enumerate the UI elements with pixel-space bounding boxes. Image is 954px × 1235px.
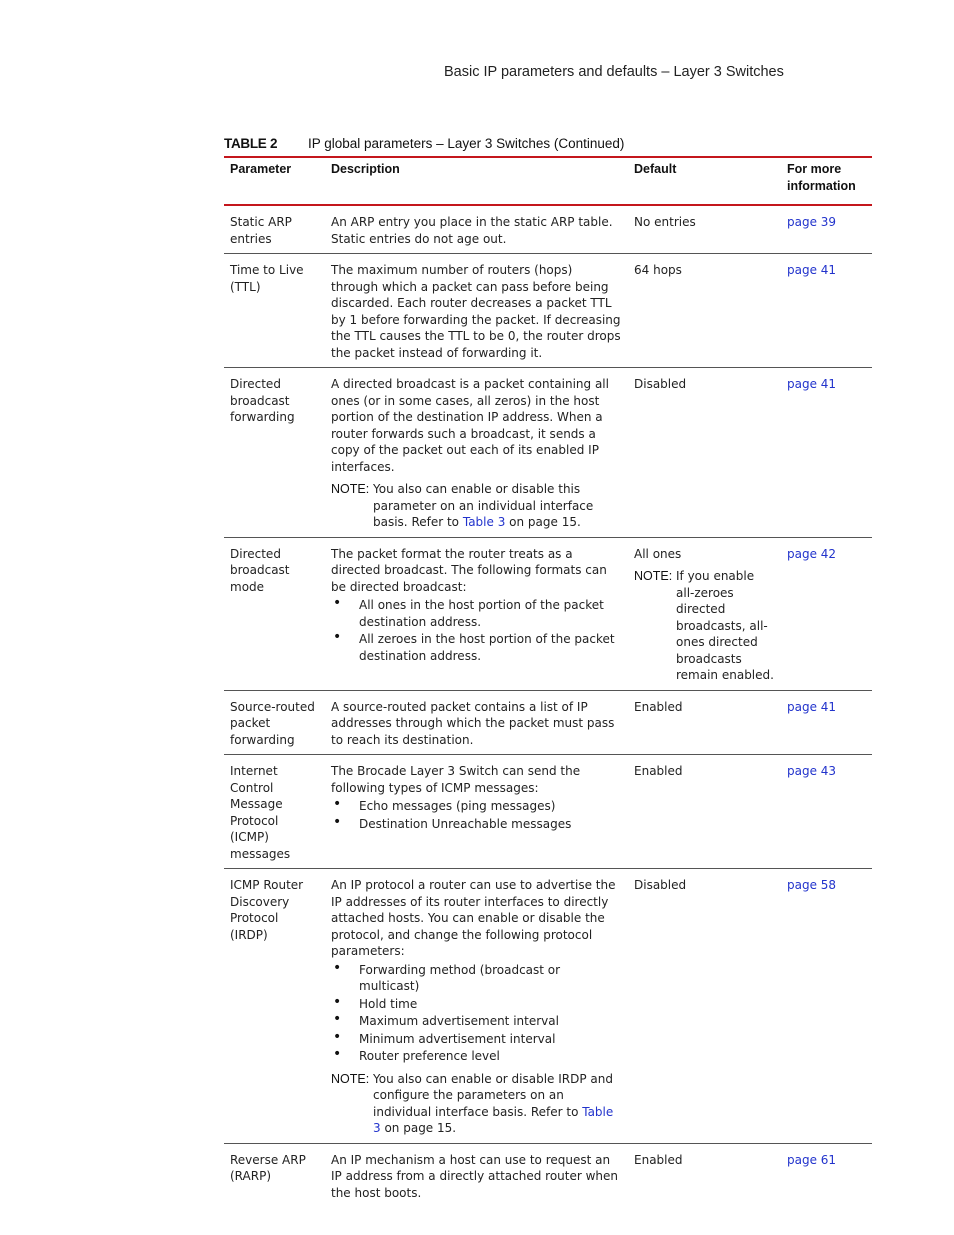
table-link[interactable]: Table 3 <box>462 515 506 529</box>
description-text: A directed broadcast is a packet containing all ones (or in some cases, all zeros) in the host portion of the destination IP address. When a router forwards such a broadcast, it sends a copy of the packet out each of its enabled IP interfaces. <box>331 377 609 474</box>
table-row <box>224 254 872 368</box>
note-label: NOTE: <box>634 569 673 583</box>
description-cell <box>325 755 628 869</box>
description-text: The packet format the router treats as a directed broadcast. The following formats can be directed broadcast: <box>331 546 607 594</box>
table-number: TABLE 2 <box>224 136 278 151</box>
table-title: IP global parameters – Layer 3 Switches (Continued) <box>308 136 625 151</box>
page-link[interactable]: page 39 <box>787 215 837 229</box>
note-text: You also can enable or disable this parameter on an individual interface basis. Refer to Table 3 on page 15. <box>373 482 594 529</box>
info-cell <box>781 205 872 254</box>
note <box>634 568 775 684</box>
table-link[interactable]: Table 3 <box>373 1104 614 1135</box>
default-text: All ones <box>634 546 682 561</box>
description-cell: An IP mechanism a host can use to request an IP address from a directly attached router when the host boots. <box>331 1152 619 1200</box>
description-cell <box>325 368 628 538</box>
list-item: • Minimum advertisement interval <box>331 1031 622 1048</box>
page-link[interactable]: page 58 <box>787 878 837 892</box>
page-link[interactable]: page 42 <box>787 546 837 561</box>
info-cell <box>781 254 872 368</box>
default-cell: Disabled <box>634 878 687 892</box>
running-header: Basic IP parameters and defaults – Layer 3 Switches <box>444 64 784 80</box>
info-cell <box>781 1143 872 1207</box>
parameter-cell: Reverse ARP (RARP) <box>230 1152 306 1183</box>
description-cell: The maximum number of routers (hops) through which a packet can pass before being discarded. Each router decreases a packet TTL by 1 before forwarding the packet. If decreasing the TTL causes the TTL to be 0, the router drops the packet instead of forwarding it. <box>331 263 621 360</box>
default-cell: Enabled <box>634 1152 683 1167</box>
parameter-cell: ICMP Router Discovery Protocol (IRDP) <box>230 878 304 942</box>
description-cell: A source-routed packet contains a list of IP addresses through which the packet must pass to reach its destination. <box>331 699 615 747</box>
table-row <box>224 869 872 1144</box>
info-cell <box>781 690 872 755</box>
list-item: • Maximum advertisement interval <box>331 1013 622 1030</box>
bullet-list <box>331 597 622 664</box>
default-cell <box>628 537 781 690</box>
default-cell: No entries <box>634 215 696 229</box>
default-cell: Enabled <box>634 699 683 714</box>
info-cell <box>781 368 872 538</box>
bullet-list <box>331 962 622 1065</box>
description-cell: An ARP entry you place in the static ARP table. Static entries do not age out. <box>331 215 613 246</box>
list-item: • All zeroes in the host portion of the packet destination address. <box>331 631 622 664</box>
list-item: • Echo messages (ping messages) <box>331 798 622 815</box>
parameter-cell: Static ARP entries <box>230 215 292 246</box>
header-more-info: For more information <box>787 162 856 193</box>
parameter-cell: Directed broadcast mode <box>230 546 290 594</box>
page-link[interactable]: page 41 <box>787 263 837 277</box>
bullet-list <box>331 798 622 832</box>
list-item: • Forwarding method (broadcast or multicast) <box>331 962 622 995</box>
table-header-row <box>224 157 872 205</box>
description-text: The Brocade Layer 3 Switch can send the following types of ICMP messages: <box>331 764 581 795</box>
list-item: • Destination Unreachable messages <box>331 816 622 833</box>
parameter-cell: Directed broadcast forwarding <box>230 377 295 424</box>
table-row <box>224 537 872 690</box>
list-item: • All ones in the host portion of the packet destination address. <box>331 597 622 630</box>
note <box>331 1071 622 1137</box>
description-cell <box>325 869 628 1144</box>
note-text: You also can enable or disable IRDP and configure the parameters on an individual interface basis. Refer to Table 3 on page 15. <box>373 1071 614 1135</box>
table-row <box>224 205 872 254</box>
header-description: Description <box>331 162 400 176</box>
note <box>331 481 622 531</box>
description-cell <box>325 537 628 690</box>
info-cell <box>781 755 872 869</box>
table-caption <box>224 136 872 151</box>
note-text: If you enable all-zeroes directed broadcasts, all-ones directed broadcasts remain enabled. <box>676 569 774 682</box>
note-label: NOTE: <box>331 1071 370 1086</box>
table-row <box>224 368 872 538</box>
page-link[interactable]: page 41 <box>787 699 837 714</box>
info-cell <box>781 537 872 690</box>
ip-parameters-table <box>224 156 872 1207</box>
default-cell: Disabled <box>634 377 687 391</box>
info-cell <box>781 869 872 1144</box>
page-link[interactable]: page 61 <box>787 1152 837 1167</box>
list-item: • Router preference level <box>331 1048 622 1065</box>
parameter-cell: Source-routed packet forwarding <box>230 699 315 747</box>
parameter-cell: Internet Control Message Protocol (ICMP) messages <box>230 764 291 861</box>
description-text: An IP protocol a router can use to advertise the IP addresses of its router interfaces to directly attached hosts. You can enable or disable the protocol, and change the following protocol parameters: <box>331 878 616 958</box>
page-link[interactable]: page 41 <box>787 377 837 391</box>
default-cell: 64 hops <box>634 263 682 277</box>
list-item: • Hold time <box>331 996 622 1013</box>
parameter-cell: Time to Live (TTL) <box>230 263 304 294</box>
header-default: Default <box>634 162 677 176</box>
table-row <box>224 1143 872 1207</box>
table-row <box>224 690 872 755</box>
page-link[interactable]: page 43 <box>787 764 837 778</box>
table-row <box>224 755 872 869</box>
note-label: NOTE: <box>331 482 370 496</box>
default-cell: Enabled <box>634 764 683 778</box>
header-parameter: Parameter <box>230 162 292 176</box>
